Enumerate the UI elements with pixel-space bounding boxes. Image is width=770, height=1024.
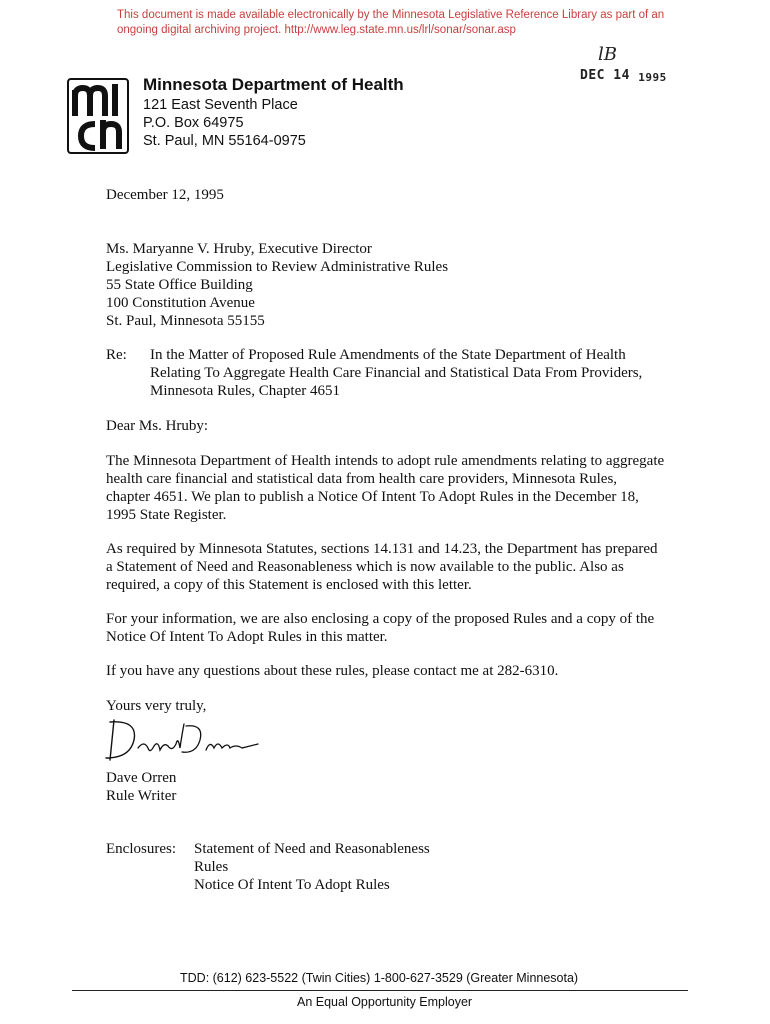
signature-image — [102, 714, 262, 766]
handwritten-initials: lB — [598, 44, 617, 65]
paragraph-1-line-3: chapter 4651. We plan to publish a Notice Of Intent To Adopt Rules in the December 18, — [106, 489, 639, 505]
footer-equal-opportunity: An Equal Opportunity Employer — [297, 995, 473, 1009]
recipient-line-5: St. Paul, Minnesota 55155 — [106, 313, 265, 329]
address-line-2: P.O. Box 64975 — [143, 115, 244, 131]
stamp-year: 1995 — [638, 71, 667, 84]
paragraph-1-line-2: health care financial and statistical data from health care providers, Minnesota Rules, — [106, 471, 618, 487]
stamp-date: DEC 14 — [580, 68, 630, 83]
paragraph-3-line-2: Notice Of Intent To Adopt Rules in this matter. — [106, 629, 388, 645]
recipient-line-2: Legislative Commission to Review Administrative Rules — [106, 259, 449, 275]
letter-date: December 12, 1995 — [106, 187, 224, 203]
received-date-stamp — [580, 68, 667, 84]
re-line-3: Minnesota Rules, Chapter 4651 — [150, 383, 340, 399]
footer-tdd: TDD: (612) 623-5522 (Twin Cities) 1-800-627-3529 (Greater Minnesota) — [180, 971, 579, 985]
paragraph-4-line-1: If you have any questions about these rules, please contact me at 282-6310. — [106, 663, 559, 679]
recipient-line-1: Ms. Maryanne V. Hruby, Executive Director — [106, 241, 372, 257]
paragraph-2-line-1: As required by Minnesota Statutes, sections 14.131 and 14.23, the Department has prepared — [106, 541, 658, 557]
mdh-logo-mark — [69, 80, 127, 152]
re-line-1: In the Matter of Proposed Rule Amendments of the State Department of Health — [150, 347, 626, 363]
enclosures-label: Enclosures: — [106, 841, 176, 857]
address-line-3: St. Paul, MN 55164-0975 — [143, 133, 306, 149]
paragraph-2-line-3: required, a copy of this Statement is enclosed with this letter. — [106, 577, 472, 593]
enclosure-item-2: Rules — [194, 859, 229, 875]
organization-name: Minnesota Department of Health — [143, 75, 404, 94]
re-line-2: Relating To Aggregate Health Care Financial and Statistical Data From Providers, — [150, 365, 643, 381]
recipient-line-3: 55 State Office Building — [106, 277, 253, 293]
recipient-line-4: 100 Constitution Avenue — [106, 295, 255, 311]
closing: Yours very truly, — [106, 698, 207, 714]
address-line-1: 121 East Seventh Place — [143, 97, 298, 113]
archive-notice-line-1: This document is made available electronically by the Minnesota Legislative Reference Library as part of an — [117, 9, 665, 21]
paragraph-1-line-1: The Minnesota Department of Health intends to adopt rule amendments relating to aggregate — [106, 453, 665, 469]
signer-name: Dave Orren — [106, 770, 177, 786]
paragraph-1-line-4: 1995 State Register. — [106, 507, 227, 523]
enclosure-item-1: Statement of Need and Reasonableness — [194, 841, 430, 857]
archive-notice — [117, 8, 677, 38]
archive-notice-line-2: ongoing digital archiving project. http://www.leg.state.mn.us/lrl/sonar/sonar.asp — [117, 24, 516, 36]
footer-divider — [72, 990, 688, 991]
signer-title: Rule Writer — [106, 788, 177, 804]
mdh-logo — [67, 78, 129, 154]
re-label: Re: — [106, 347, 127, 363]
paragraph-2-line-2: a Statement of Need and Reasonableness which is now available to the public. Also as — [106, 559, 624, 575]
paragraph-3-line-1: For your information, we are also enclosing a copy of the proposed Rules and a copy of the — [106, 611, 655, 627]
enclosure-item-3: Notice Of Intent To Adopt Rules — [194, 877, 390, 893]
salutation: Dear Ms. Hruby: — [106, 418, 209, 434]
